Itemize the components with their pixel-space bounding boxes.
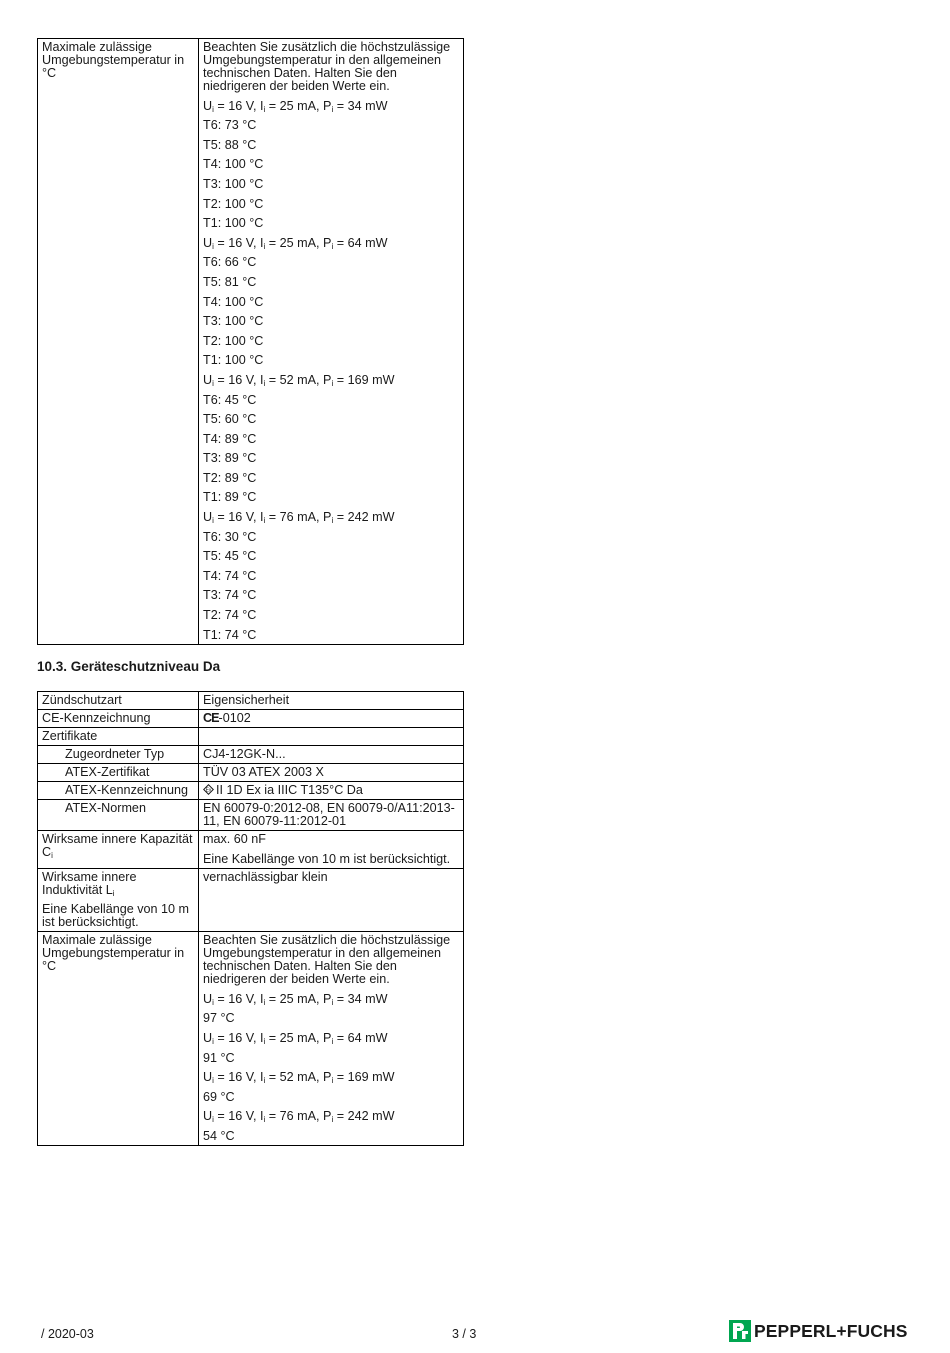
condition-line: $U_i = 16$ V, $I_i = 25$ mA, $P_i = 64$ mW (203, 1030, 388, 1046)
kapazitaet-note: Eine Kabellänge von 10 m ist berücksichtigt. (203, 851, 451, 866)
brand-logo (729, 1320, 908, 1342)
condition-i-value: = 25 mA, (268, 1030, 320, 1045)
temperature-class-value: T3: 74 °C (203, 588, 257, 603)
subscript-i: i (331, 1036, 334, 1046)
temperature-class-value: T4: 100 °C (203, 294, 264, 309)
subscript-i: i (263, 997, 266, 1007)
temperature-class-value: T1: 100 °C (203, 353, 264, 368)
ce-label: CE-Kennzeichnung (38, 710, 199, 728)
induktivitaet-label-para (42, 871, 194, 897)
atex-normen-label: ATEX-Normen (38, 800, 199, 831)
ce-value: -0102 (218, 711, 251, 725)
row-label (38, 39, 199, 645)
subscript-i: i (263, 516, 266, 526)
condition-i-value: = 76 mA, (268, 1109, 320, 1124)
subscript-i: i (263, 104, 266, 114)
condition-i-value: = 52 mA, (268, 1070, 320, 1085)
protection-level-da-table (37, 691, 464, 1146)
temperature-class-value: T4: 89 °C (203, 431, 257, 446)
induktivitaet-label: Wirksame innere Induktivität L (42, 869, 137, 897)
kapazitaet-label: Wirksame innere Kapazität C (42, 832, 193, 859)
atex-zertifikat-value: TÜV 03 ATEX 2003 X (199, 764, 464, 782)
table-row (38, 728, 464, 746)
max-temperature-value: 91 °C (203, 1050, 235, 1065)
induktivitaet-label-cell (38, 868, 199, 932)
row-value (199, 932, 464, 1146)
condition-line: $U_i = 16$ V, $I_i = 25$ mA, $P_i = 64$ mW (203, 235, 388, 251)
subscript-i: i (212, 378, 214, 388)
row-value (199, 39, 464, 645)
temperature-class-value: T6: 45 °C (203, 392, 257, 407)
condition-u-value: = 16 V, (217, 510, 257, 525)
table-row (38, 782, 464, 800)
condition-u-value: = 16 V, (217, 372, 257, 387)
subscript-i: i (263, 241, 266, 251)
temperature-class-value: T6: 73 °C (203, 118, 257, 133)
table-row (38, 692, 464, 710)
table-row (38, 868, 464, 932)
condition-p-value: = 64 mW (336, 1030, 388, 1045)
temperature-class-value: T2: 74 °C (203, 608, 257, 623)
temperature-class-value: T6: 66 °C (203, 255, 257, 270)
condition-u-value: = 16 V, (217, 235, 257, 250)
subscript-i: i (331, 378, 334, 388)
condition-i-value: = 25 mA, (268, 235, 320, 250)
subscript-i: i (212, 516, 214, 526)
condition-p-value: = 64 mW (336, 235, 388, 250)
kapazitaet-value: max. 60 nF (203, 832, 266, 846)
temperature-class-value: T5: 81 °C (203, 274, 257, 289)
table-row (38, 746, 464, 764)
subscript-i: i (212, 241, 214, 251)
typ-label: Zugeordneter Typ (38, 746, 199, 764)
condition-line: $U_i = 16$ V, $I_i = 76$ mA, $P_i = 242$ mW (203, 1109, 395, 1125)
condition-line: $U_i = 16$ V, $I_i = 25$ mA, $P_i = 34$ mW (203, 98, 388, 114)
subscript-i: i (263, 1076, 266, 1086)
subscript-i: i (331, 104, 334, 114)
temperature-class-value: T1: 89 °C (203, 490, 257, 505)
temperature-class-value: T2: 100 °C (203, 333, 264, 348)
table-row (38, 932, 464, 1146)
temperature-class-value: T3: 100 °C (203, 176, 264, 191)
ce-value-cell (199, 710, 464, 728)
condition-i-value: = 76 mA, (268, 510, 320, 525)
footer-page-number: 3 / 3 (452, 1327, 477, 1341)
table-row (38, 39, 464, 645)
brand-name: PEPPERL+FUCHS (754, 1320, 908, 1341)
condition-i-value: = 25 mA, (268, 98, 320, 113)
footer-date: / 2020-03 (41, 1327, 94, 1341)
temperature-class-value: T4: 100 °C (203, 157, 264, 172)
subscript-i: i (331, 997, 334, 1007)
temperature-class-value: T5: 88 °C (203, 137, 257, 152)
condition-p-value: = 242 mW (336, 510, 395, 525)
subscript-i: i (331, 1115, 334, 1125)
subscript-i: i (212, 104, 214, 114)
condition-u-value: = 16 V, (217, 1030, 257, 1045)
condition-p-value: = 169 mW (336, 372, 395, 387)
table-row (38, 764, 464, 782)
pf-logo-icon (729, 1320, 751, 1342)
subscript-i: i (263, 1036, 266, 1046)
condition-p-value: = 242 mW (336, 1109, 395, 1124)
condition-line: $U_i = 16$ V, $I_i = 76$ mA, $P_i = 242$ mW (203, 510, 395, 526)
temperature-class-value: T1: 74 °C (203, 627, 257, 642)
subscript-i: i (331, 1076, 334, 1086)
subscript-i: i (263, 378, 266, 388)
induktivitaet-sub: i (112, 888, 115, 898)
induktivitaet-note: Eine Kabellänge von 10 m ist berücksichtigt. (42, 902, 190, 930)
table-row (38, 710, 464, 728)
zuendschutzart-label: Zündschutzart (38, 692, 199, 710)
svg-text:Ex: Ex (205, 787, 212, 794)
subscript-i: i (331, 516, 334, 526)
temp-note: Beachten Sie zusätzlich die höchstzulässige Umgebungstemperatur in den allgemeinen technischen Daten. Halten Sie den niedrigeren der beiden Werte ein. (203, 40, 451, 93)
temperature-class-value: T2: 89 °C (203, 470, 257, 485)
max-temperature-value: 54 °C (203, 1128, 235, 1143)
temperature-table-ga (37, 38, 464, 645)
kapazitaet-value-cell (199, 831, 464, 869)
condition-u-value: = 16 V, (217, 98, 257, 113)
condition-p-value: = 34 mW (336, 98, 388, 113)
atex-zertifikat-label: ATEX-Zertifikat (38, 764, 199, 782)
max-temp-label-da: Maximale zulässige Umgebungstemperatur in °C (38, 932, 199, 1146)
empty-cell (199, 728, 464, 746)
zuendschutzart-value: Eigensicherheit (199, 692, 464, 710)
max-temp-label: Maximale zulässige Umgebungstemperatur in °C (42, 40, 185, 80)
temperature-class-value: T1: 100 °C (203, 216, 264, 231)
table-row (38, 800, 464, 831)
atex-kennzeichnung-label: ATEX-Kennzeichnung (38, 782, 199, 800)
condition-line: $U_i = 16$ V, $I_i = 25$ mA, $P_i = 34$ mW (203, 991, 388, 1007)
section-heading: 10.3. Geräteschutzniveau Da (37, 659, 221, 674)
subscript-i: i (331, 241, 334, 251)
subscript-i: i (212, 1076, 214, 1086)
condition-i-value: = 25 mA, (268, 991, 320, 1006)
typ-value: CJ4-12GK-N... (199, 746, 464, 764)
subscript-i: i (212, 1115, 214, 1125)
condition-u-value: = 16 V, (217, 1109, 257, 1124)
ex-icon (203, 784, 214, 795)
condition-line: $U_i = 16$ V, $I_i = 52$ mA, $P_i = 169$ mW (203, 1070, 395, 1086)
condition-u-value: = 16 V, (217, 991, 257, 1006)
temperature-class-value: T5: 45 °C (203, 549, 257, 564)
atex-kennzeichnung-value: II 1D Ex ia IIIC T135°C Da (216, 783, 363, 797)
condition-p-value: = 34 mW (336, 991, 388, 1006)
subscript-i: i (263, 1115, 266, 1125)
kapazitaet-label-cell (38, 831, 199, 869)
atex-kennzeichnung-cell (199, 782, 464, 800)
subscript-i: i (212, 1036, 214, 1046)
atex-normen-value: EN 60079-0:2012-08, EN 60079-0/A11:2013-11, EN 60079-11:2012-01 (199, 800, 464, 831)
condition-p-value: = 169 mW (336, 1070, 395, 1085)
ce-mark-icon: CE (203, 711, 219, 725)
temperature-class-value: T4: 74 °C (203, 568, 257, 583)
zertifikate-label: Zertifikate (38, 728, 199, 746)
temperature-class-value: T3: 100 °C (203, 314, 264, 329)
induktivitaet-value: vernachlässigbar klein (199, 868, 464, 932)
temperature-class-value: T6: 30 °C (203, 529, 257, 544)
condition-u-value: = 16 V, (217, 1070, 257, 1085)
temperature-class-value: T2: 100 °C (203, 196, 264, 211)
table-row (38, 831, 464, 869)
temperature-class-value: T5: 60 °C (203, 412, 257, 427)
max-temperature-value: 97 °C (203, 1011, 235, 1026)
temp-note-da: Beachten Sie zusätzlich die höchstzulässige Umgebungstemperatur in den allgemeinen technischen Daten. Halten Sie den niedrigeren der beiden Werte ein. (203, 933, 451, 987)
condition-line: $U_i = 16$ V, $I_i = 52$ mA, $P_i = 169$ mW (203, 372, 395, 388)
kapazitaet-sub: i (51, 851, 53, 860)
max-temperature-value: 69 °C (203, 1089, 235, 1104)
temperature-class-value: T3: 89 °C (203, 451, 257, 466)
subscript-i: i (212, 997, 214, 1007)
condition-i-value: = 52 mA, (268, 372, 320, 387)
